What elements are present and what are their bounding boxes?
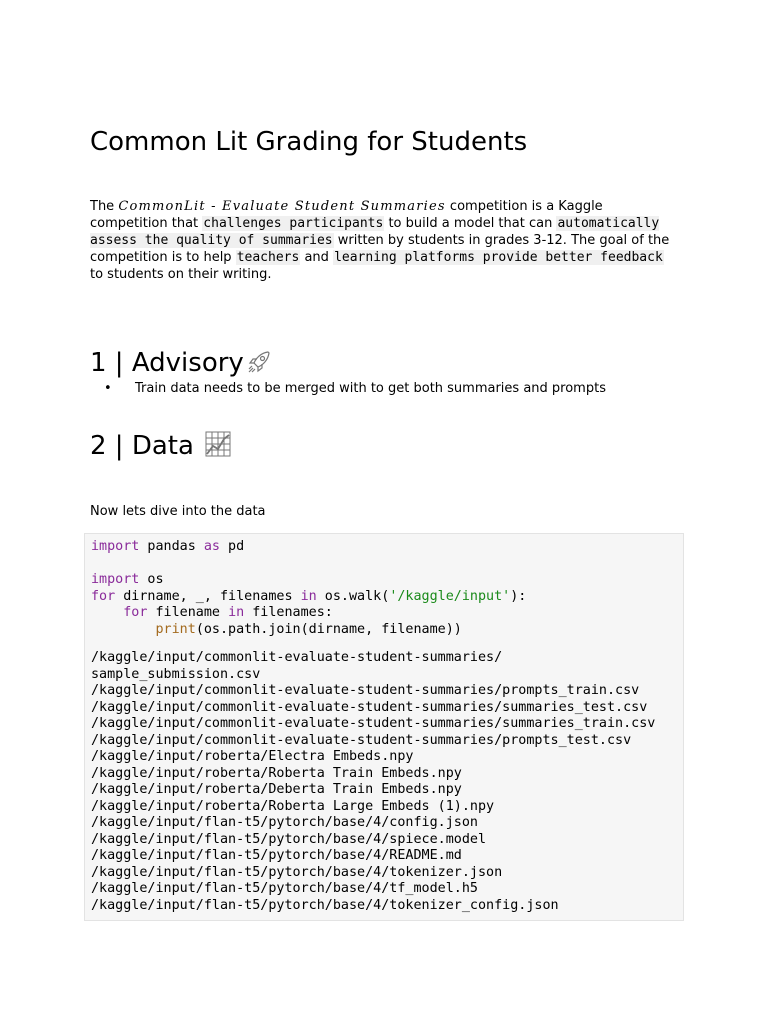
output-line: /kaggle/input/flan-t5/pytorch/base/4/README.md <box>91 848 462 863</box>
output-line: /kaggle/input/flan-t5/pytorch/base/4/tf_model.h5 <box>91 881 478 896</box>
inline-code-teachers: teachers <box>236 250 300 265</box>
inline-code-assess: automatically assess the quality of summaries <box>90 216 660 248</box>
output-line: /kaggle/input/flan-t5/pytorch/base/4/config.json <box>91 815 478 830</box>
output-line: /kaggle/input/commonlit-evaluate-student-summaries/ <box>91 650 503 665</box>
output-line: /kaggle/input/commonlit-evaluate-student-summaries/prompts_test.csv <box>91 732 632 748</box>
output-line: /kaggle/input/roberta/Roberta Train Embeds.npy <box>91 765 462 781</box>
competition-name: CommonLit - Evaluate Student Summaries <box>118 199 446 214</box>
output-line: /kaggle/input/roberta/Roberta Large Embeds (1).npy <box>91 798 495 814</box>
data-intro-text: Now lets dive into the data <box>90 504 266 519</box>
advisory-list <box>90 380 606 398</box>
output-line: /kaggle/input/flan-t5/pytorch/base/4/tokenizer_config.json <box>91 897 559 913</box>
output-line: sample_submission.csv <box>91 666 261 682</box>
section-heading-data: 2 | Data <box>90 428 232 468</box>
output-line: /kaggle/input/flan-t5/pytorch/base/4/tokenizer.json <box>91 864 503 880</box>
list-item: • Train data needs to be merged with to get both summaries and prompts <box>90 380 606 398</box>
inline-code-platforms: learning platforms provide better feedback <box>334 250 663 265</box>
section-heading-advisory: 1 | Advisory <box>90 345 272 385</box>
output-line: /kaggle/input/roberta/Deberta Train Embeds.npy <box>91 782 462 797</box>
page-title: Common Lit Grading for Students <box>90 127 528 157</box>
chart-icon <box>204 430 232 468</box>
inline-code-challenges: challenges participants <box>203 216 384 231</box>
output-line: /kaggle/input/flan-t5/pytorch/base/4/spiece.model <box>91 831 487 847</box>
output-line: /kaggle/input/commonlit-evaluate-student-summaries/summaries_train.csv <box>91 716 656 731</box>
code-output <box>91 650 655 914</box>
intro-paragraph: The CommonLit - Evaluate Student Summaries competition is a Kaggle competition that challenges participants to build a model that can automatically assess the quality of summaries written by students in grades 3-12. The goal of the competition is to help teachers and learning platforms provide better feedback to students on their writing. <box>90 199 670 282</box>
code-input: import pandas as pd import os for dirname, _, filenames in os.walk('/kaggle/input'): for filename in filenames: print(os.path.join(dirname, filename)) <box>91 539 527 637</box>
output-line: /kaggle/input/roberta/Electra Embeds.npy <box>91 749 414 764</box>
output-line: /kaggle/input/commonlit-evaluate-student-summaries/prompts_train.csv <box>91 683 640 698</box>
code-cell[interactable] <box>84 533 684 921</box>
output-line: /kaggle/input/commonlit-evaluate-student-summaries/summaries_test.csv <box>91 699 648 715</box>
